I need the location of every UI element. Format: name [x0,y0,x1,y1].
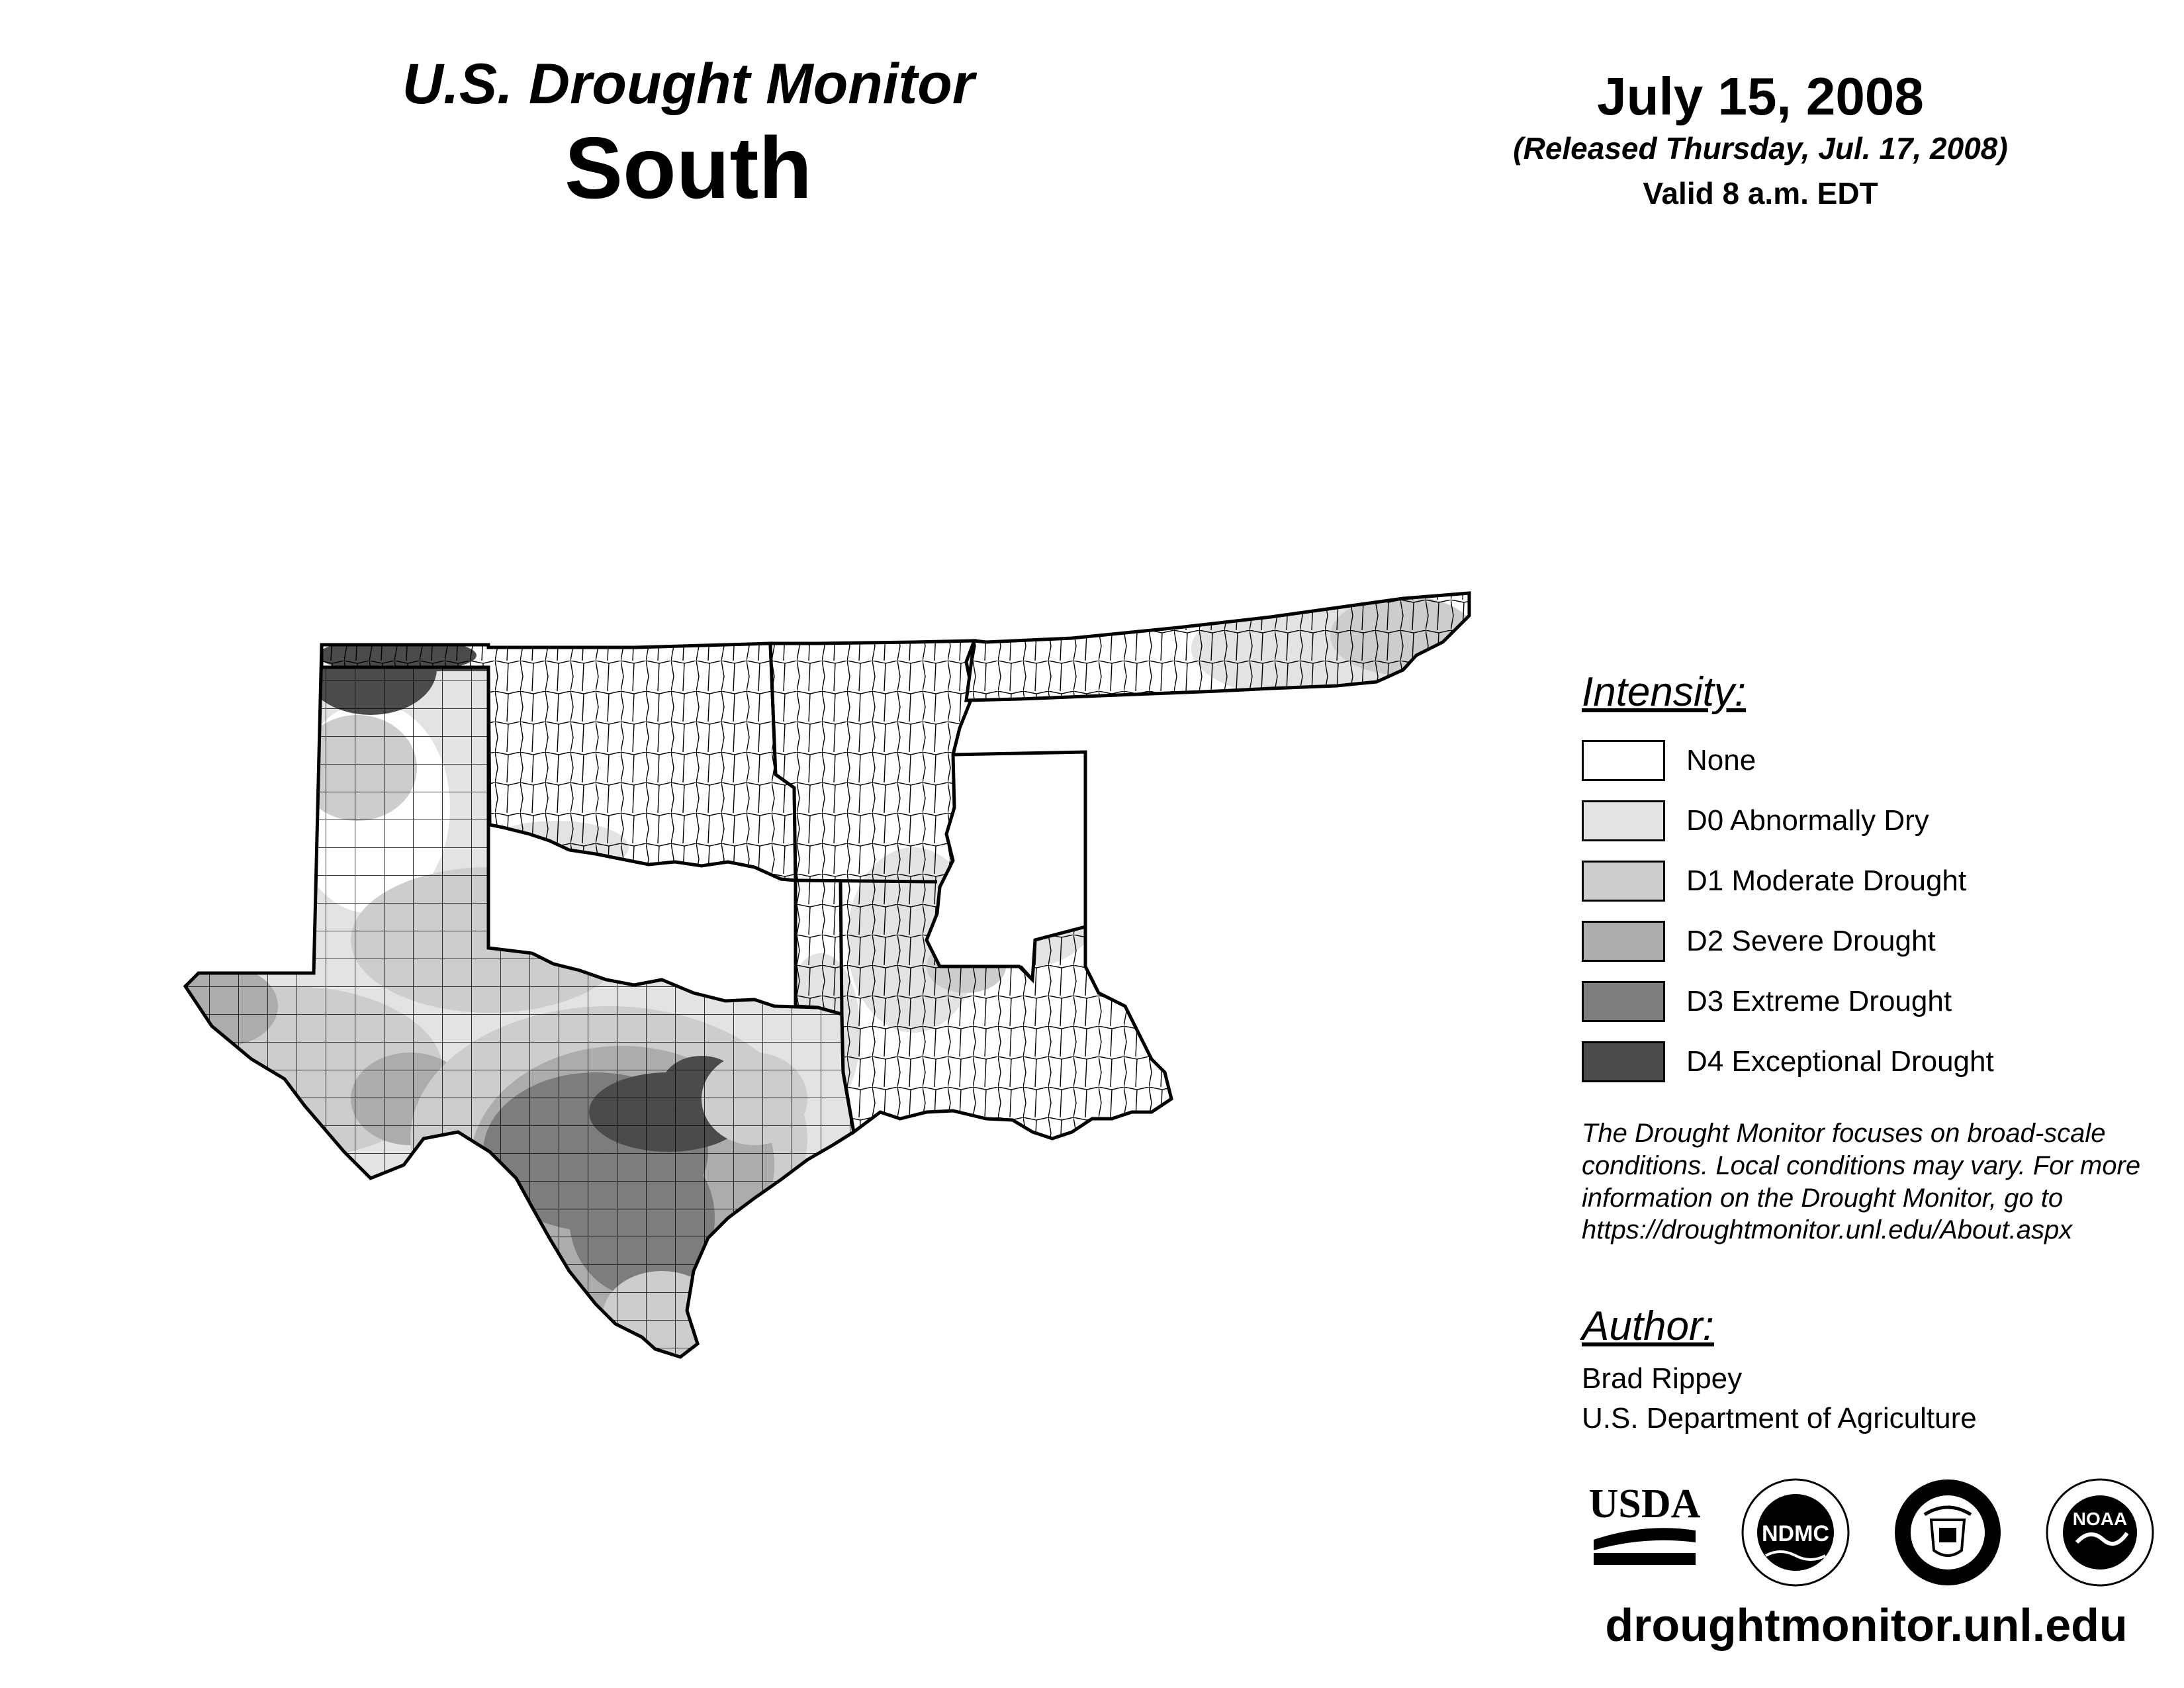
map-date: July 15, 2008 [1597,67,1924,126]
map-title: U.S. Drought Monitor [402,52,975,116]
legend-heading: Intensity: [1582,669,1747,715]
legend-swatch-d2 [1582,921,1665,962]
author-name: Brad Rippey [1582,1362,1743,1395]
legend-item-d3 [1582,971,2164,1031]
legend-item-none [1582,730,2164,790]
state-tennessee [953,583,1482,715]
legend-swatch-none [1582,740,1665,781]
legend-item-d0 [1582,790,2164,851]
valid-time: Valid 8 a.m. EDT [1643,176,1878,211]
author-block [1582,1303,2164,1438]
legend-label-none: None [1686,743,1756,776]
legend-item-d2 [1582,911,2164,971]
noaa-logo [2044,1476,2156,1589]
commerce-seal-logo [1891,1476,2004,1589]
legend-label-d0: D0 Abnormally Dry [1686,804,1929,837]
legend-swatch-d4 [1582,1041,1665,1082]
date-block [1430,66,2091,218]
region-title: South [565,118,812,216]
author-org: U.S. Department of Agriculture [1582,1401,1977,1434]
legend-item-d4 [1582,1031,2164,1092]
legend-label-d4: D4 Exceptional Drought [1686,1045,1994,1078]
website-url[interactable]: droughtmonitor.unl.edu [1605,1599,2128,1651]
usda-logo-text: USDA [1588,1481,1701,1526]
noaa-logo-text: NOAA [2072,1509,2128,1529]
ndmc-logo [1739,1476,1852,1589]
legend-swatch-d0 [1582,800,1665,841]
release-date: (Released Thursday, Jul. 17, 2008) [1513,131,2008,165]
legend [1582,669,2164,1092]
legend-swatch-d1 [1582,861,1665,902]
partner-logos [1588,1476,2171,1595]
legend-label-d1: D1 Moderate Drought [1686,864,1967,897]
title-block [291,53,1085,220]
legend-swatch-d3 [1582,981,1665,1022]
legend-label-d2: D2 Severe Drought [1686,924,1936,957]
legend-item-d1 [1582,851,2164,911]
ndmc-logo-text: NDMC [1762,1521,1829,1546]
drought-map [93,569,1496,1403]
legend-label-d3: D3 Extreme Drought [1686,984,1952,1017]
author-heading: Author: [1582,1303,1714,1349]
usda-logo [1588,1476,1701,1575]
disclaimer-note: The Drought Monitor focuses on broad-scale conditions. Local conditions may vary. For more information on the Drought Monitor, go to https://droughtmonitor.unl.edu/About.aspx [1582,1119,2141,1245]
